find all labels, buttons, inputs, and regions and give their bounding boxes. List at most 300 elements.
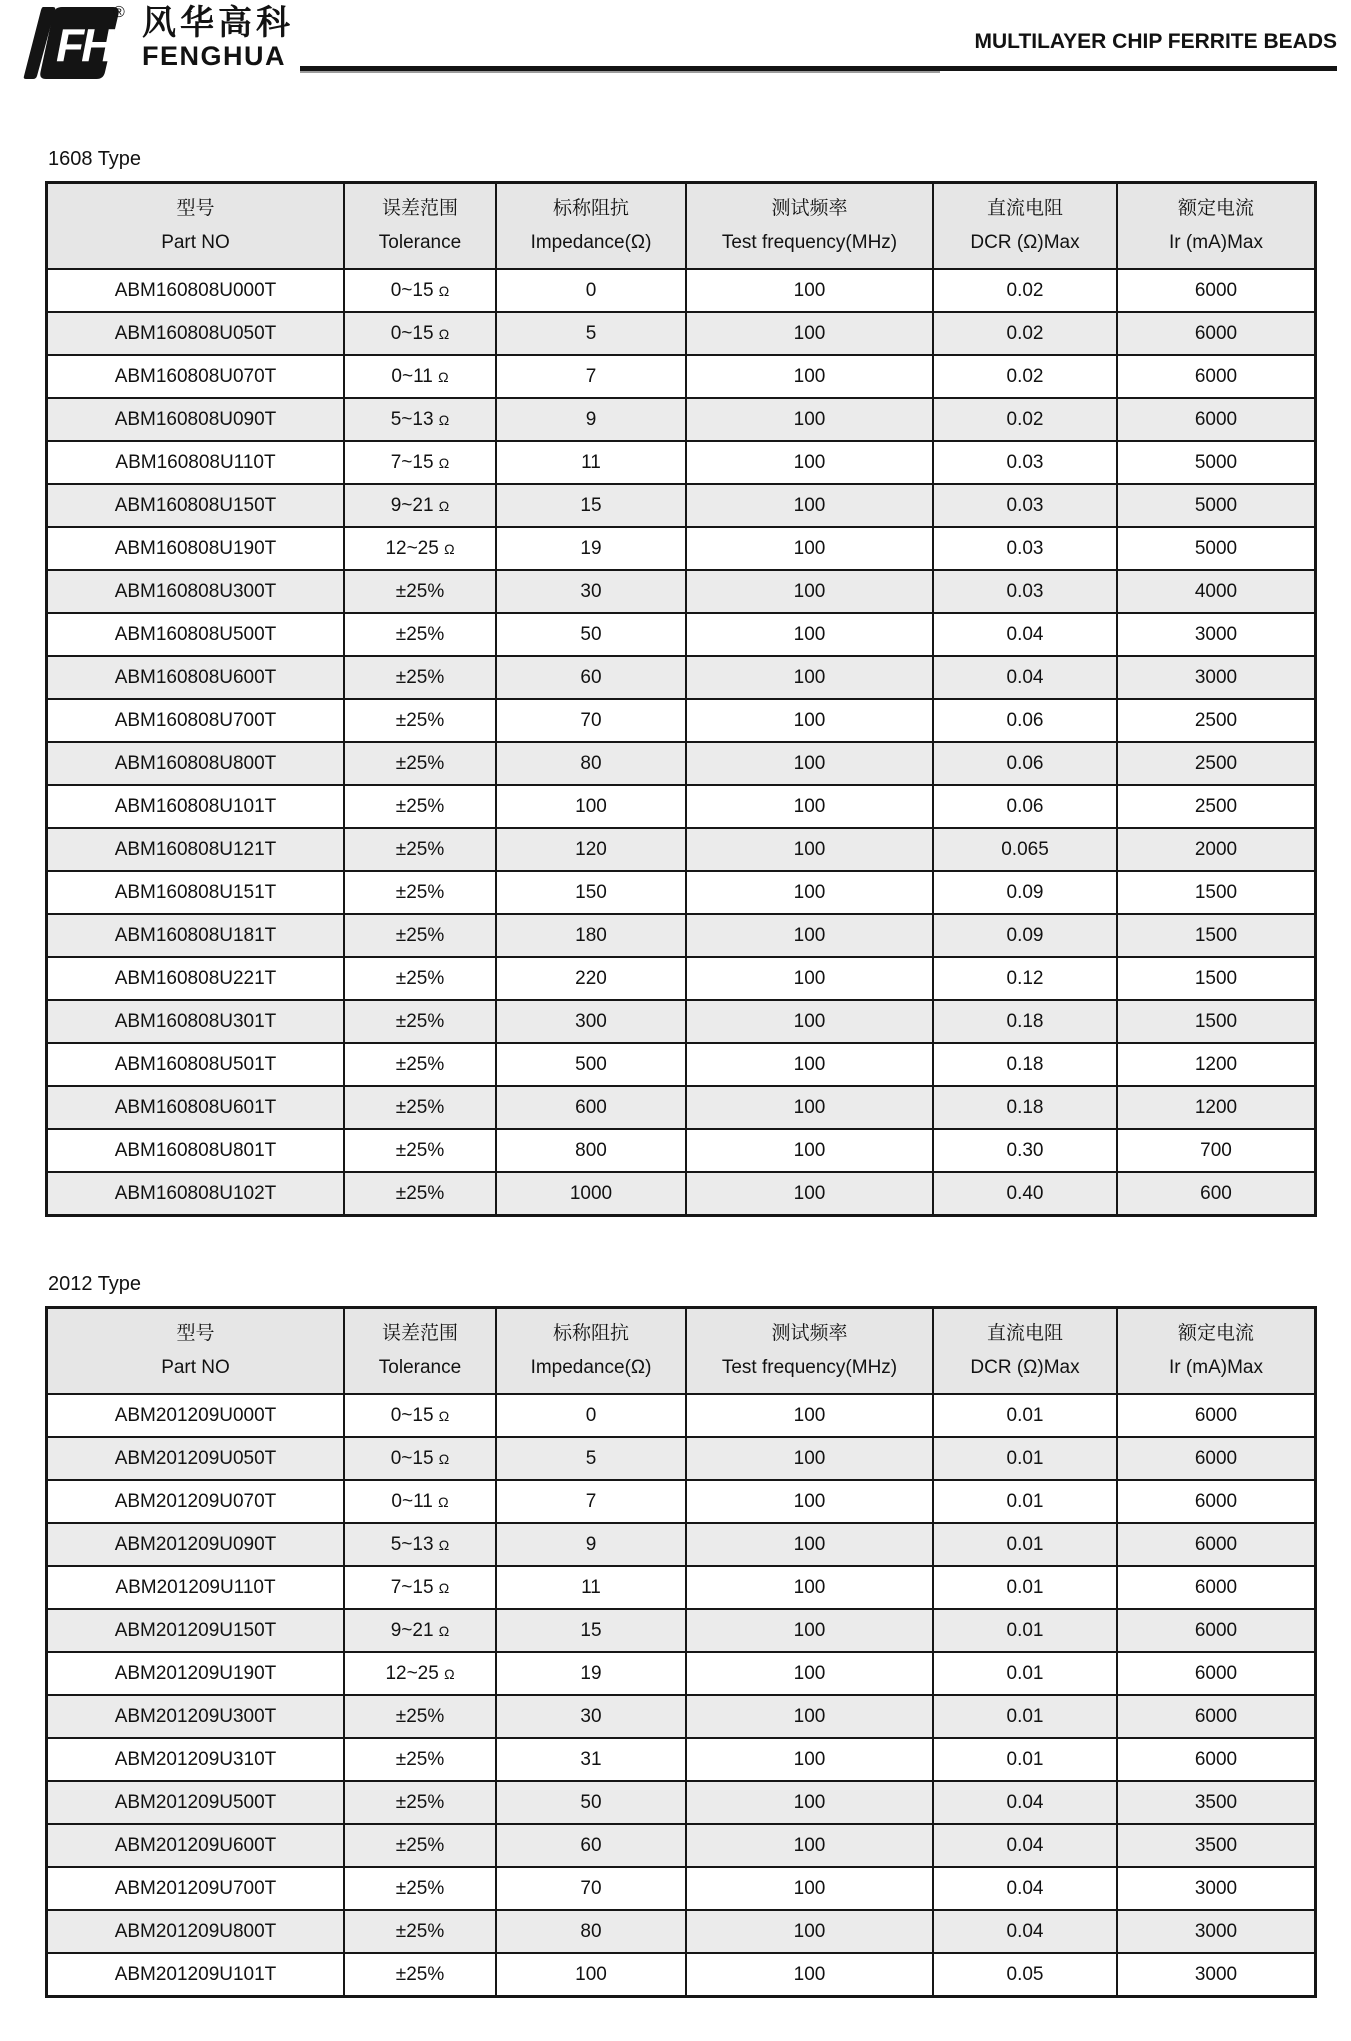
cell-dcr: 0.04: [933, 1867, 1117, 1910]
cell-part_no: ABM201209U800T: [47, 1910, 345, 1953]
cell-rated_current: 2500: [1117, 785, 1316, 828]
table-row: [47, 1566, 1316, 1609]
cell-test_frequency: 100: [686, 957, 933, 1000]
cell-impedance: 0: [496, 269, 686, 312]
table-body: [47, 1394, 1316, 1997]
cell-rated_current: 3000: [1117, 1953, 1316, 1997]
cell-test_frequency: 100: [686, 1695, 933, 1738]
table-row: [47, 1695, 1316, 1738]
col-header-test_frequency: [686, 1308, 933, 1395]
cell-part_no: ABM160808U050T: [47, 312, 345, 355]
cell-test_frequency: 100: [686, 1437, 933, 1480]
cell-impedance: 5: [496, 312, 686, 355]
table-row: [47, 1867, 1316, 1910]
ohm-symbol: Ω: [438, 325, 450, 342]
cell-dcr: 0.01: [933, 1437, 1117, 1480]
cell-test_frequency: 100: [686, 484, 933, 527]
cell-tolerance: 9~21 Ω: [344, 1609, 496, 1652]
cell-rated_current: 600: [1117, 1172, 1316, 1216]
cell-part_no: ABM201209U700T: [47, 1867, 345, 1910]
cell-rated_current: 2500: [1117, 699, 1316, 742]
cell-test_frequency: 100: [686, 914, 933, 957]
cell-tolerance: ±25%: [344, 828, 496, 871]
cell-impedance: 7: [496, 1480, 686, 1523]
cell-impedance: 19: [496, 1652, 686, 1695]
table-row: [47, 484, 1316, 527]
cell-impedance: 1000: [496, 1172, 686, 1216]
cell-impedance: 150: [496, 871, 686, 914]
table-row: [47, 957, 1316, 1000]
table-row: [47, 785, 1316, 828]
cell-part_no: ABM160808U800T: [47, 742, 345, 785]
col-header-en: Ir (mA)Max: [1169, 1357, 1263, 1378]
ohm-symbol: Ω: [438, 1579, 450, 1596]
cell-part_no: ABM201209U110T: [47, 1566, 345, 1609]
cell-dcr: 0.12: [933, 957, 1117, 1000]
cell-test_frequency: 100: [686, 1652, 933, 1695]
brand: [142, 6, 294, 70]
type-section: [45, 148, 1351, 1217]
table-row: [47, 1000, 1316, 1043]
cell-dcr: 0.065: [933, 828, 1117, 871]
cell-tolerance: ±25%: [344, 1738, 496, 1781]
cell-dcr: 0.01: [933, 1480, 1117, 1523]
col-header-dcr: [933, 1308, 1117, 1395]
col-header-impedance: [496, 183, 686, 270]
table-row: [47, 1781, 1316, 1824]
cell-test_frequency: 100: [686, 1394, 933, 1437]
cell-tolerance: ±25%: [344, 1867, 496, 1910]
col-header-cn: 直流电阻: [986, 198, 1063, 219]
table-row: [47, 1480, 1316, 1523]
col-header-cn: 型号: [176, 198, 215, 219]
table-head: [47, 183, 1316, 270]
table-row: [47, 1086, 1316, 1129]
cell-test_frequency: 100: [686, 398, 933, 441]
cell-part_no: ABM160808U150T: [47, 484, 345, 527]
cell-tolerance: 12~25 Ω: [344, 527, 496, 570]
section-title: 1608 Type: [48, 148, 142, 170]
cell-impedance: 11: [496, 1566, 686, 1609]
cell-impedance: 80: [496, 1910, 686, 1953]
col-header-test_frequency: [686, 183, 933, 270]
cell-dcr: 0.01: [933, 1523, 1117, 1566]
col-header-en: Impedance(Ω): [530, 232, 652, 253]
cell-part_no: ABM160808U110T: [47, 441, 345, 484]
cell-rated_current: 3500: [1117, 1781, 1316, 1824]
cell-tolerance: ±25%: [344, 1953, 496, 1997]
cell-dcr: 0.06: [933, 785, 1117, 828]
cell-test_frequency: 100: [686, 828, 933, 871]
col-header-cn: 标称阻抗: [552, 1323, 629, 1344]
cell-test_frequency: 100: [686, 699, 933, 742]
col-header-en: Test frequency(MHz): [721, 1357, 898, 1378]
cell-impedance: 500: [496, 1043, 686, 1086]
col-header-cn: 误差范围: [381, 1323, 458, 1344]
cell-tolerance: 0~15 Ω: [344, 269, 496, 312]
col-header-tolerance: [344, 183, 496, 270]
cell-tolerance: ±25%: [344, 699, 496, 742]
table-row: [47, 312, 1316, 355]
ohm-symbol: Ω: [438, 368, 449, 385]
svg-text:FH: FH: [56, 19, 112, 71]
cell-test_frequency: 100: [686, 570, 933, 613]
cell-dcr: 0.06: [933, 742, 1117, 785]
cell-dcr: 0.04: [933, 1910, 1117, 1953]
cell-impedance: 15: [496, 1609, 686, 1652]
cell-dcr: 0.05: [933, 1953, 1117, 1997]
cell-tolerance: 0~11 Ω: [344, 1480, 496, 1523]
header-row: [47, 1308, 1316, 1395]
sections: [45, 148, 1351, 1998]
cell-tolerance: ±25%: [344, 785, 496, 828]
cell-impedance: 300: [496, 1000, 686, 1043]
header-row: [47, 183, 1316, 270]
cell-rated_current: 5000: [1117, 441, 1316, 484]
cell-tolerance: ±25%: [344, 1172, 496, 1216]
cell-impedance: 100: [496, 1953, 686, 1997]
cell-part_no: ABM160808U700T: [47, 699, 345, 742]
cell-test_frequency: 100: [686, 1953, 933, 1997]
ohm-symbol: Ω: [438, 1536, 450, 1553]
cell-tolerance: 0~15 Ω: [344, 1394, 496, 1437]
cell-test_frequency: 100: [686, 1086, 933, 1129]
cell-part_no: ABM160808U300T: [47, 570, 345, 613]
table-row: [47, 1129, 1316, 1172]
cell-tolerance: ±25%: [344, 1129, 496, 1172]
section-title: 2012 Type: [48, 1273, 142, 1295]
cell-tolerance: 5~13 Ω: [344, 1523, 496, 1566]
cell-tolerance: 7~15 Ω: [344, 441, 496, 484]
col-header-en: Tolerance: [378, 1357, 462, 1378]
cell-test_frequency: 100: [686, 613, 933, 656]
page-header: [0, 0, 1351, 92]
cell-impedance: 60: [496, 1824, 686, 1867]
cell-rated_current: 3500: [1117, 1824, 1316, 1867]
cell-rated_current: 1500: [1117, 914, 1316, 957]
col-header-en: Impedance(Ω): [530, 1357, 652, 1378]
cell-rated_current: 6000: [1117, 1480, 1316, 1523]
cell-impedance: 7: [496, 355, 686, 398]
cell-rated_current: 2000: [1117, 828, 1316, 871]
cell-tolerance: ±25%: [344, 1695, 496, 1738]
cell-part_no: ABM160808U070T: [47, 355, 345, 398]
cell-test_frequency: 100: [686, 656, 933, 699]
cell-test_frequency: 100: [686, 355, 933, 398]
cell-impedance: 0: [496, 1394, 686, 1437]
cell-dcr: 0.04: [933, 656, 1117, 699]
cell-impedance: 800: [496, 1129, 686, 1172]
cell-part_no: ABM160808U801T: [47, 1129, 345, 1172]
cell-impedance: 19: [496, 527, 686, 570]
fenghua-logo-icon: [12, 3, 122, 83]
cell-impedance: 9: [496, 398, 686, 441]
doc-title: MULTILAYER CHIP FERRITE BEADS: [974, 30, 1337, 53]
cell-rated_current: 6000: [1117, 1566, 1316, 1609]
cell-dcr: 0.02: [933, 398, 1117, 441]
cell-rated_current: 3000: [1117, 1910, 1316, 1953]
table-row: [47, 613, 1316, 656]
cell-dcr: 0.01: [933, 1394, 1117, 1437]
cell-test_frequency: 100: [686, 1824, 933, 1867]
cell-test_frequency: 100: [686, 871, 933, 914]
cell-tolerance: 9~21 Ω: [344, 484, 496, 527]
table-row: [47, 699, 1316, 742]
cell-test_frequency: 100: [686, 785, 933, 828]
cell-part_no: ABM160808U501T: [47, 1043, 345, 1086]
cell-dcr: 0.30: [933, 1129, 1117, 1172]
cell-rated_current: 6000: [1117, 398, 1316, 441]
cell-part_no: ABM160808U500T: [47, 613, 345, 656]
cell-test_frequency: 100: [686, 1480, 933, 1523]
cell-impedance: 30: [496, 570, 686, 613]
cell-rated_current: 6000: [1117, 1609, 1316, 1652]
cell-dcr: 0.04: [933, 1824, 1117, 1867]
cell-dcr: 0.40: [933, 1172, 1117, 1216]
cell-dcr: 0.01: [933, 1566, 1117, 1609]
cell-impedance: 11: [496, 441, 686, 484]
col-header-part_no: [47, 1308, 345, 1395]
cell-rated_current: 3000: [1117, 1867, 1316, 1910]
cell-dcr: 0.09: [933, 871, 1117, 914]
cell-part_no: ABM201209U300T: [47, 1695, 345, 1738]
table-row: [47, 1043, 1316, 1086]
cell-dcr: 0.04: [933, 613, 1117, 656]
cell-test_frequency: 100: [686, 1738, 933, 1781]
cell-test_frequency: 100: [686, 742, 933, 785]
cell-tolerance: ±25%: [344, 957, 496, 1000]
cell-dcr: 0.18: [933, 1086, 1117, 1129]
ohm-symbol: Ω: [438, 497, 450, 514]
cell-tolerance: ±25%: [344, 1000, 496, 1043]
cell-part_no: ABM201209U090T: [47, 1523, 345, 1566]
col-header-en: Ir (mA)Max: [1169, 232, 1263, 253]
table-row: [47, 355, 1316, 398]
cell-impedance: 120: [496, 828, 686, 871]
cell-rated_current: 6000: [1117, 355, 1316, 398]
col-header-en: DCR (Ω)Max: [970, 232, 1080, 253]
table-row: [47, 1523, 1316, 1566]
cell-dcr: 0.02: [933, 269, 1117, 312]
cell-tolerance: ±25%: [344, 1086, 496, 1129]
cell-test_frequency: 100: [686, 1172, 933, 1216]
ohm-symbol: Ω: [438, 1493, 449, 1510]
cell-rated_current: 2500: [1117, 742, 1316, 785]
cell-part_no: ABM160808U301T: [47, 1000, 345, 1043]
cell-part_no: ABM160808U181T: [47, 914, 345, 957]
cell-test_frequency: 100: [686, 1867, 933, 1910]
cell-impedance: 80: [496, 742, 686, 785]
col-header-en: Tolerance: [378, 232, 462, 253]
col-header-cn: 标称阻抗: [552, 198, 629, 219]
cell-rated_current: 4000: [1117, 570, 1316, 613]
cell-part_no: ABM201209U101T: [47, 1953, 345, 1997]
col-header-dcr: [933, 183, 1117, 270]
table-body: [47, 269, 1316, 1216]
cell-rated_current: 1500: [1117, 1000, 1316, 1043]
table-row: [47, 269, 1316, 312]
table-row: [47, 1172, 1316, 1216]
cell-tolerance: ±25%: [344, 914, 496, 957]
ohm-symbol: Ω: [438, 411, 450, 428]
cell-impedance: 31: [496, 1738, 686, 1781]
table-row: [47, 1953, 1316, 1997]
cell-part_no: ABM160808U101T: [47, 785, 345, 828]
col-header-cn: 测试频率: [771, 1323, 848, 1344]
cell-rated_current: 6000: [1117, 312, 1316, 355]
cell-tolerance: ±25%: [344, 1043, 496, 1086]
header-rule-shadow: [300, 71, 940, 73]
cell-dcr: 0.02: [933, 355, 1117, 398]
cell-impedance: 600: [496, 1086, 686, 1129]
cell-test_frequency: 100: [686, 1129, 933, 1172]
cell-test_frequency: 100: [686, 1523, 933, 1566]
cell-rated_current: 6000: [1117, 1394, 1316, 1437]
cell-tolerance: ±25%: [344, 570, 496, 613]
cell-dcr: 0.06: [933, 699, 1117, 742]
cell-rated_current: 6000: [1117, 1437, 1316, 1480]
cell-test_frequency: 100: [686, 312, 933, 355]
cell-impedance: 220: [496, 957, 686, 1000]
cell-rated_current: 700: [1117, 1129, 1316, 1172]
cell-tolerance: 7~15 Ω: [344, 1566, 496, 1609]
cell-tolerance: ±25%: [344, 742, 496, 785]
col-header-rated_current: [1117, 183, 1316, 270]
cell-impedance: 70: [496, 699, 686, 742]
spec-table: [45, 1306, 1317, 1998]
cell-dcr: 0.04: [933, 1781, 1117, 1824]
ohm-symbol: Ω: [438, 282, 450, 299]
cell-part_no: ABM201209U190T: [47, 1652, 345, 1695]
col-header-cn: 额定电流: [1177, 198, 1254, 219]
cell-test_frequency: 100: [686, 1609, 933, 1652]
cell-dcr: 0.03: [933, 484, 1117, 527]
col-header-cn: 额定电流: [1177, 1323, 1254, 1344]
cell-rated_current: 6000: [1117, 1523, 1316, 1566]
table-row: [47, 914, 1316, 957]
cell-tolerance: 0~15 Ω: [344, 312, 496, 355]
cell-rated_current: 6000: [1117, 1738, 1316, 1781]
cell-impedance: 5: [496, 1437, 686, 1480]
cell-part_no: ABM160808U600T: [47, 656, 345, 699]
cell-dcr: 0.01: [933, 1652, 1117, 1695]
cell-tolerance: ±25%: [344, 613, 496, 656]
table-row: [47, 441, 1316, 484]
table-row: [47, 1394, 1316, 1437]
cell-dcr: 0.03: [933, 441, 1117, 484]
table-row: [47, 570, 1316, 613]
table-row: [47, 1910, 1316, 1953]
table-row: [47, 1652, 1316, 1695]
cell-part_no: ABM201209U600T: [47, 1824, 345, 1867]
cell-impedance: 9: [496, 1523, 686, 1566]
cell-impedance: 15: [496, 484, 686, 527]
cell-dcr: 0.01: [933, 1609, 1117, 1652]
cell-rated_current: 1200: [1117, 1086, 1316, 1129]
col-header-cn: 型号: [176, 1323, 215, 1344]
cell-tolerance: ±25%: [344, 1781, 496, 1824]
cell-part_no: ABM160808U090T: [47, 398, 345, 441]
cell-rated_current: 6000: [1117, 269, 1316, 312]
cell-dcr: 0.01: [933, 1738, 1117, 1781]
cell-part_no: ABM160808U221T: [47, 957, 345, 1000]
ohm-symbol: Ω: [438, 454, 450, 471]
cell-dcr: 0.03: [933, 527, 1117, 570]
cell-dcr: 0.03: [933, 570, 1117, 613]
table-row: [47, 742, 1316, 785]
cell-part_no: ABM201209U000T: [47, 1394, 345, 1437]
table-row: [47, 1824, 1316, 1867]
cell-test_frequency: 100: [686, 1910, 933, 1953]
col-header-tolerance: [344, 1308, 496, 1395]
ohm-symbol: Ω: [438, 1622, 450, 1639]
col-header-rated_current: [1117, 1308, 1316, 1395]
registered-trademark-icon: ®: [113, 4, 125, 21]
cell-tolerance: ±25%: [344, 656, 496, 699]
cell-part_no: ABM160808U000T: [47, 269, 345, 312]
col-header-cn: 直流电阻: [986, 1323, 1063, 1344]
col-header-part_no: [47, 183, 345, 270]
col-header-en: Test frequency(MHz): [721, 232, 898, 253]
ohm-symbol: Ω: [438, 1407, 450, 1424]
table-row: [47, 828, 1316, 871]
cell-tolerance: 0~15 Ω: [344, 1437, 496, 1480]
cell-rated_current: 1200: [1117, 1043, 1316, 1086]
cell-dcr: 0.18: [933, 1043, 1117, 1086]
cell-dcr: 0.02: [933, 312, 1117, 355]
cell-rated_current: 5000: [1117, 527, 1316, 570]
cell-rated_current: 6000: [1117, 1652, 1316, 1695]
col-header-cn: 测试频率: [771, 198, 848, 219]
cell-impedance: 50: [496, 1781, 686, 1824]
cell-test_frequency: 100: [686, 269, 933, 312]
table-row: [47, 398, 1316, 441]
table-row: [47, 1437, 1316, 1480]
table-row: [47, 527, 1316, 570]
cell-tolerance: 5~13 Ω: [344, 398, 496, 441]
table-row: [47, 1738, 1316, 1781]
table-head: [47, 1308, 1316, 1395]
table-row: [47, 1609, 1316, 1652]
cell-part_no: ABM201209U050T: [47, 1437, 345, 1480]
cell-part_no: ABM201209U500T: [47, 1781, 345, 1824]
cell-part_no: ABM201209U070T: [47, 1480, 345, 1523]
cell-test_frequency: 100: [686, 441, 933, 484]
cell-rated_current: 5000: [1117, 484, 1316, 527]
cell-rated_current: 1500: [1117, 871, 1316, 914]
cell-part_no: ABM160808U121T: [47, 828, 345, 871]
col-header-impedance: [496, 1308, 686, 1395]
cell-dcr: 0.18: [933, 1000, 1117, 1043]
brand-name-cn: 风华高科: [142, 4, 294, 42]
cell-part_no: ABM160808U102T: [47, 1172, 345, 1216]
cell-part_no: ABM201209U150T: [47, 1609, 345, 1652]
cell-rated_current: 1500: [1117, 957, 1316, 1000]
cell-tolerance: 12~25 Ω: [344, 1652, 496, 1695]
cell-part_no: ABM160808U151T: [47, 871, 345, 914]
cell-test_frequency: 100: [686, 1566, 933, 1609]
ohm-symbol: Ω: [438, 1450, 450, 1467]
cell-dcr: 0.01: [933, 1695, 1117, 1738]
brand-name-en: FENGHUA: [142, 41, 286, 71]
table-row: [47, 871, 1316, 914]
cell-tolerance: ±25%: [344, 1910, 496, 1953]
spec-table: [45, 181, 1317, 1217]
cell-part_no: ABM160808U190T: [47, 527, 345, 570]
col-header-en: DCR (Ω)Max: [970, 1357, 1080, 1378]
ohm-symbol: Ω: [444, 1665, 455, 1682]
cell-impedance: 30: [496, 1695, 686, 1738]
